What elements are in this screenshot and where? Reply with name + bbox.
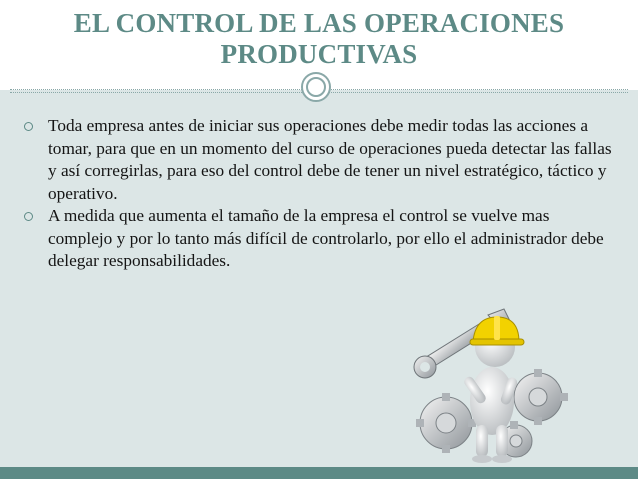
gear-large-icon	[420, 397, 472, 449]
bullet-item	[28, 205, 613, 273]
bullet-circle-icon	[24, 212, 33, 221]
bullet-text: Toda empresa antes de iniciar sus operaciones debe medir todas las acciones a tomar, para que en un momento del curso de operaciones pueda detectar las fallas y así corregirlas, para eso del control debe de tener un nivel estratégico, táctico y operativo.	[48, 116, 612, 203]
title-line-2: PRODUCTIVAS	[220, 39, 418, 69]
footer-band	[0, 467, 638, 479]
slide-title	[10, 8, 628, 70]
bullet-circle-icon	[24, 122, 33, 131]
gear-right-icon	[514, 373, 562, 421]
hard-hat-icon	[470, 316, 524, 345]
bullet-item	[28, 115, 613, 205]
bullet-text: A medida que aumenta el tamaño de la empresa el control se vuelve mas complejo y por lo tanto más difícil de controlarlo, por ello el administrador debe delegar responsabilidades.	[48, 206, 604, 270]
title-line-1: EL CONTROL DE LAS OPERACIONES	[73, 8, 565, 38]
bullet-list	[28, 115, 613, 273]
worker-with-wrench-and-gears-icon	[400, 295, 570, 465]
divider-circle-ornament	[301, 72, 331, 102]
